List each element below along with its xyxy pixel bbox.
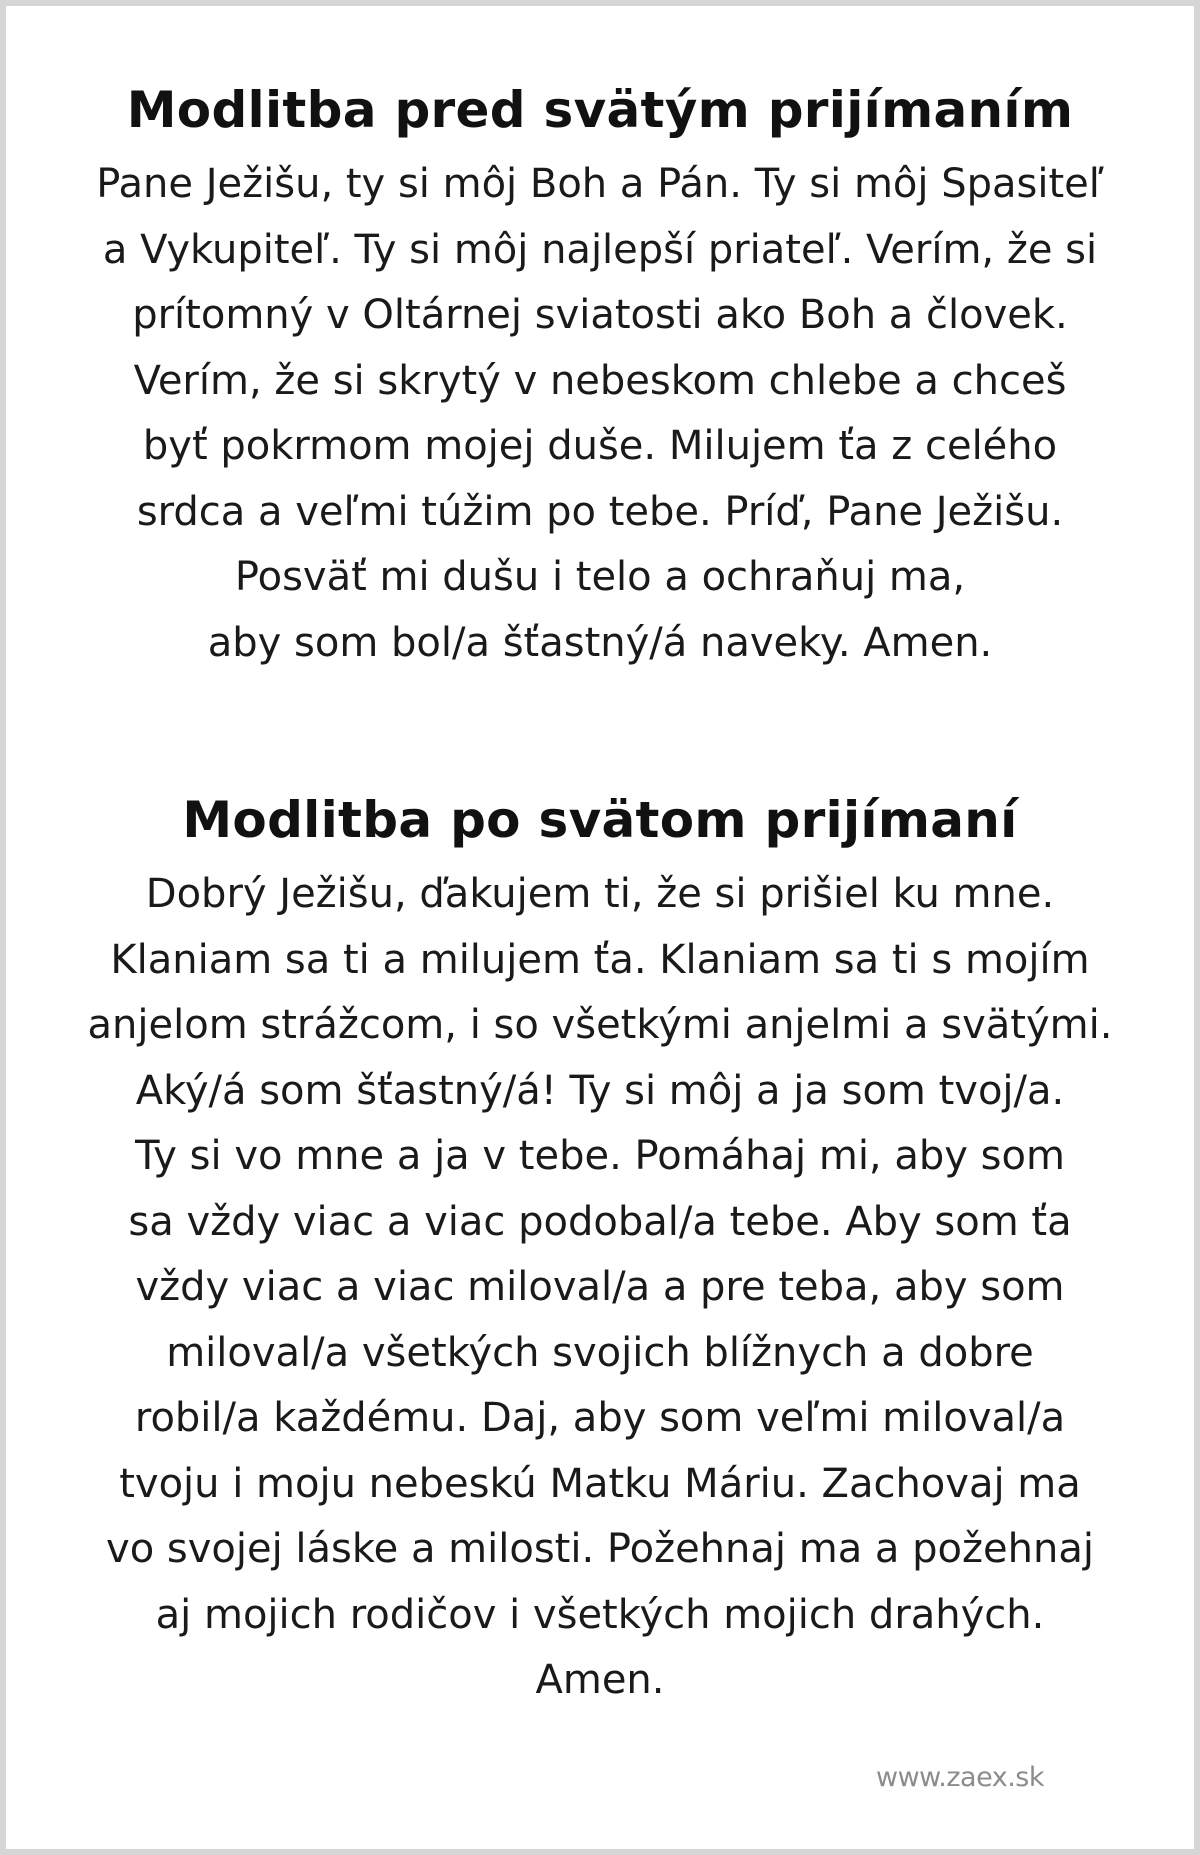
prayer-line: robil/a každému. Daj, aby som veľmi miloval/a <box>134 1395 1066 1441</box>
prayer-before-communion <box>6 72 1194 676</box>
prayer-after-title: Modlitba po svätom prijímaní <box>182 791 1018 849</box>
prayer-line: Amen. <box>535 1657 665 1703</box>
prayer-line: prítomný v Oltárnej sviatosti ako Boh a človek. <box>132 292 1068 338</box>
prayer-line: vo svojej láske a milosti. Požehnaj ma a požehnaj <box>106 1526 1094 1572</box>
prayer-line: aj mojich rodičov i všetkých mojich drahých. <box>155 1591 1045 1638</box>
prayer-line: byť pokrmom mojej duše. Milujem ťa z celého <box>142 423 1058 469</box>
prayer-line: Dobrý Ježišu, ďakujem ti, že si prišiel ku mne. <box>145 871 1055 917</box>
prayer-line: sa vždy viac a viac podobal/a tebe. Aby som ťa <box>128 1198 1072 1245</box>
prayer-line: anjelom strážcom, i so všetkými anjelmi a svätými. <box>87 1002 1113 1048</box>
prayer-line: Verím, že si skrytý v nebeskom chlebe a chceš <box>133 357 1067 404</box>
prayer-before-title: Modlitba pred svätým prijímaním <box>126 81 1074 139</box>
website-url: www.zaex.sk <box>876 1762 1044 1793</box>
prayer-line: miloval/a všetkých svojich blížnych a dobre <box>166 1329 1034 1376</box>
prayer-before-text <box>6 152 1194 676</box>
prayer-line: Posväť mi dušu i telo a ochraňuj ma, <box>234 554 966 600</box>
prayer-line: aby som bol/a šťastný/á naveky. Amen. <box>207 619 993 666</box>
prayer-after-communion <box>6 782 1194 1714</box>
prayer-line: tvoju i moju nebeskú Matku Máriu. Zachovaj ma <box>119 1460 1081 1507</box>
prayer-line: a Vykupiteľ. Ty si môj najlepší priateľ. Verím, že si <box>102 226 1098 273</box>
prayer-after-text <box>6 862 1194 1714</box>
prayer-line: Aký/á som šťastný/á! Ty si môj a ja som tvoj/a. <box>135 1067 1065 1114</box>
prayer-line: Pane Ježišu, ty si môj Boh a Pán. Ty si môj Spasiteľ <box>96 161 1104 207</box>
prayer-line: Klaniam sa ti a milujem ťa. Klaniam sa ti s mojím <box>110 936 1090 983</box>
prayer-line: srdca a veľmi túžim po tebe. Príď, Pane Ježišu. <box>136 488 1064 535</box>
prayer-line: Ty si vo mne a ja v tebe. Pomáhaj mi, aby som <box>135 1133 1065 1179</box>
prayer-line: vždy viac a viac miloval/a a pre teba, aby som <box>135 1264 1065 1310</box>
